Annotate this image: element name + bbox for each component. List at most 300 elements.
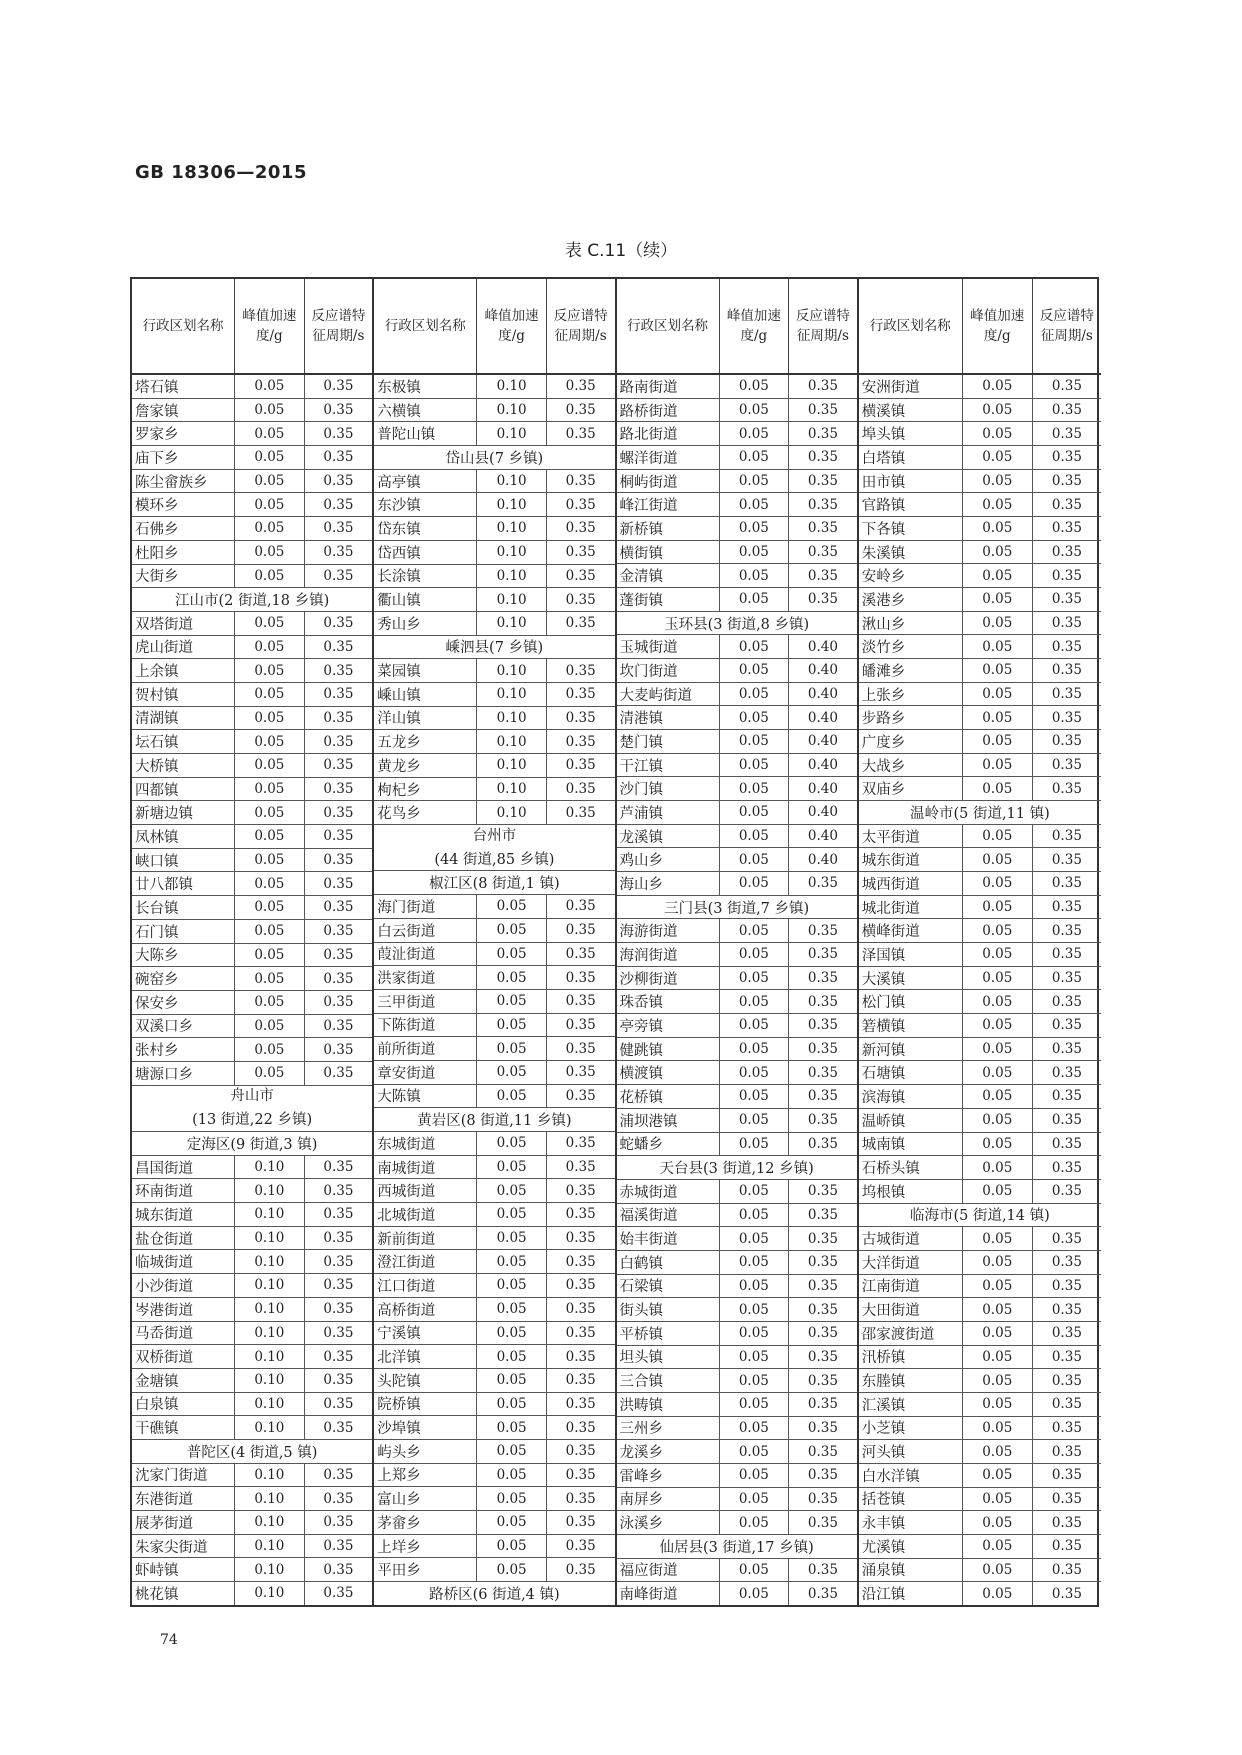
cell-name: 白水洋镇 bbox=[859, 1464, 963, 1487]
cell-peak: 0.05 bbox=[963, 470, 1033, 493]
table-row bbox=[132, 967, 372, 991]
table-row bbox=[132, 1558, 372, 1582]
cell-peak: 0.05 bbox=[963, 635, 1033, 658]
header-characteristic-period: 反应谱特征周期/s bbox=[553, 308, 608, 344]
cell-name: 白泉镇 bbox=[132, 1393, 235, 1416]
region-heading: 路桥区(6 街道,4 镇) bbox=[429, 1586, 560, 1603]
table-row bbox=[617, 683, 857, 707]
cell-peak: 0.10 bbox=[235, 1250, 304, 1273]
cell-name: 括苍镇 bbox=[859, 1488, 963, 1511]
region-heading: 临海市(5 街道,14 镇) bbox=[859, 1204, 1101, 1228]
cell-name: 昌国街道 bbox=[132, 1156, 235, 1179]
table-row bbox=[617, 919, 857, 943]
cell-name: 涌泉镇 bbox=[859, 1559, 963, 1582]
cell-peak: 0.05 bbox=[720, 1393, 789, 1416]
cell-period: 0.35 bbox=[323, 1159, 354, 1176]
cell-name: 上垟乡 bbox=[374, 1535, 477, 1558]
cell-period: 0.35 bbox=[1051, 1254, 1082, 1271]
cell-period: 0.35 bbox=[1051, 733, 1082, 750]
table-row bbox=[617, 588, 857, 612]
cell-name: 坎门街道 bbox=[617, 659, 720, 682]
cell-peak: 0.05 bbox=[720, 967, 789, 990]
cell-period: 0.35 bbox=[323, 946, 354, 963]
cell-period: 0.35 bbox=[1051, 1017, 1082, 1034]
table-row bbox=[132, 1393, 372, 1417]
cell-period: 0.35 bbox=[1051, 1064, 1082, 1081]
cell-peak: 0.05 bbox=[720, 1109, 789, 1132]
cell-period: 0.35 bbox=[323, 544, 354, 561]
cell-peak: 0.10 bbox=[235, 1558, 304, 1581]
cell-period: 0.35 bbox=[807, 591, 838, 608]
table-row bbox=[617, 777, 857, 801]
cell-period: 0.35 bbox=[565, 1253, 596, 1270]
cell-name: 塔石镇 bbox=[132, 375, 235, 398]
cell-name: 三合镇 bbox=[617, 1369, 720, 1392]
cell-period: 0.35 bbox=[807, 473, 838, 490]
cell-period: 0.40 bbox=[807, 638, 838, 655]
cell-peak: 0.05 bbox=[235, 944, 304, 967]
table-row bbox=[374, 588, 614, 612]
table-row bbox=[374, 541, 614, 565]
cell-period: 0.35 bbox=[565, 945, 596, 962]
table-row bbox=[374, 990, 614, 1014]
cell-name: 箬横镇 bbox=[859, 1014, 963, 1037]
cell-name: 路南街道 bbox=[617, 375, 720, 398]
cell-peak: 0.05 bbox=[235, 517, 304, 540]
table-row bbox=[132, 1322, 372, 1346]
cell-name: 珠岙镇 bbox=[617, 990, 720, 1013]
cell-peak: 0.10 bbox=[477, 588, 546, 611]
table-row bbox=[859, 1417, 1101, 1441]
cell-name: 贺村镇 bbox=[132, 683, 235, 706]
cell-name: 街头镇 bbox=[617, 1298, 720, 1321]
region-heading: 三门县(3 街道,7 乡镇) bbox=[617, 896, 857, 920]
cell-period: 0.35 bbox=[1051, 1419, 1082, 1436]
cell-period: 0.35 bbox=[565, 544, 596, 561]
cell-name: 花鸟乡 bbox=[374, 801, 477, 824]
cell-period: 0.35 bbox=[1051, 1467, 1082, 1484]
cell-peak: 0.05 bbox=[720, 1227, 789, 1250]
cell-peak: 0.05 bbox=[963, 1109, 1033, 1132]
city-heading-line: 舟山市 bbox=[230, 1088, 274, 1105]
cell-name: 清港镇 bbox=[617, 706, 720, 729]
cell-peak: 0.10 bbox=[235, 1179, 304, 1202]
table-row bbox=[859, 1061, 1101, 1085]
cell-peak: 0.05 bbox=[235, 422, 304, 445]
table-row bbox=[617, 1488, 857, 1512]
cell-period: 0.35 bbox=[565, 1230, 596, 1247]
table-row bbox=[859, 896, 1101, 920]
cell-period: 0.40 bbox=[807, 686, 838, 703]
cell-name: 凤林镇 bbox=[132, 825, 235, 848]
cell-peak: 0.05 bbox=[963, 1322, 1033, 1345]
cell-peak: 0.10 bbox=[235, 1511, 304, 1534]
cell-peak: 0.05 bbox=[477, 1203, 546, 1226]
table-row bbox=[617, 730, 857, 754]
table-row bbox=[859, 1156, 1101, 1180]
cell-peak: 0.05 bbox=[963, 1346, 1033, 1369]
cell-peak: 0.05 bbox=[720, 801, 789, 824]
cell-peak: 0.10 bbox=[235, 1416, 304, 1439]
cell-peak: 0.05 bbox=[720, 1322, 789, 1345]
table-row bbox=[374, 1440, 614, 1464]
table-row bbox=[859, 1180, 1101, 1204]
cell-peak: 0.05 bbox=[963, 1180, 1033, 1203]
cell-name: 头陀镇 bbox=[374, 1369, 477, 1392]
cell-name: 高桥街道 bbox=[374, 1298, 477, 1321]
table-row bbox=[374, 1156, 614, 1180]
cell-peak: 0.05 bbox=[477, 1322, 546, 1345]
table-row bbox=[859, 825, 1101, 849]
cell-name: 塘源口乡 bbox=[132, 1062, 235, 1085]
table-row bbox=[132, 1227, 372, 1251]
cell-peak: 0.05 bbox=[235, 399, 304, 422]
cell-name: 温峤镇 bbox=[859, 1109, 963, 1132]
table-row bbox=[132, 1015, 372, 1039]
column-group-2 bbox=[374, 279, 616, 1605]
table-row bbox=[859, 1227, 1101, 1251]
cell-name: 东城街道 bbox=[374, 1132, 477, 1155]
cell-period: 0.35 bbox=[565, 898, 596, 915]
cell-peak: 0.05 bbox=[720, 1133, 789, 1156]
city-heading-line: 台州市 bbox=[472, 827, 517, 844]
cell-name: 东沙镇 bbox=[374, 493, 477, 516]
table-row bbox=[859, 470, 1101, 494]
table-row bbox=[374, 1369, 614, 1393]
cell-name: 城东街道 bbox=[132, 1203, 235, 1226]
cell-period: 0.35 bbox=[565, 1206, 596, 1223]
cell-peak: 0.05 bbox=[720, 943, 789, 966]
cell-peak: 0.05 bbox=[963, 967, 1033, 990]
cell-peak: 0.05 bbox=[720, 990, 789, 1013]
cell-peak: 0.10 bbox=[235, 1464, 304, 1487]
cell-period: 0.35 bbox=[323, 1277, 354, 1294]
cell-peak: 0.10 bbox=[235, 1227, 304, 1250]
region-heading: 椒江区(8 街道,1 镇) bbox=[374, 871, 614, 895]
cell-name: 大桥镇 bbox=[132, 754, 235, 777]
cell-name: 屿头乡 bbox=[374, 1440, 477, 1463]
table-row bbox=[617, 1251, 857, 1275]
cell-name: 福溪街道 bbox=[617, 1204, 720, 1227]
table-row bbox=[374, 1227, 614, 1251]
table-row bbox=[859, 375, 1101, 399]
table-row bbox=[132, 1062, 372, 1086]
cell-peak: 0.05 bbox=[477, 1393, 546, 1416]
table-row bbox=[374, 1085, 614, 1109]
cell-name: 三甲街道 bbox=[374, 990, 477, 1013]
cell-period: 0.35 bbox=[1051, 496, 1082, 513]
cell-period: 0.35 bbox=[807, 1585, 838, 1602]
table-row bbox=[617, 1038, 857, 1062]
cell-name: 始丰街道 bbox=[617, 1227, 720, 1250]
table-row bbox=[132, 1038, 372, 1062]
cell-name: 峡口镇 bbox=[132, 849, 235, 872]
cell-name: 金清镇 bbox=[617, 564, 720, 587]
cell-name: 横峰街道 bbox=[859, 919, 963, 942]
cell-period: 0.35 bbox=[323, 1206, 354, 1223]
table-row bbox=[132, 683, 372, 707]
cell-period: 0.35 bbox=[807, 1372, 838, 1389]
cell-peak: 0.10 bbox=[235, 1369, 304, 1392]
table-row bbox=[859, 541, 1101, 565]
table-row bbox=[132, 849, 372, 873]
cell-name: 石门镇 bbox=[132, 920, 235, 943]
cell-name: 章安街道 bbox=[374, 1061, 477, 1084]
cell-peak: 0.05 bbox=[720, 659, 789, 682]
cell-name: 淡竹乡 bbox=[859, 635, 963, 658]
cell-peak: 0.05 bbox=[235, 375, 304, 398]
cell-peak: 0.05 bbox=[720, 1464, 789, 1487]
cell-period: 0.35 bbox=[807, 1183, 838, 1200]
cell-name: 河头镇 bbox=[859, 1440, 963, 1463]
table-row bbox=[374, 1203, 614, 1227]
cell-period: 0.35 bbox=[323, 923, 354, 940]
cell-period: 0.35 bbox=[565, 922, 596, 939]
table-row bbox=[132, 1511, 372, 1535]
cell-peak: 0.05 bbox=[720, 564, 789, 587]
cell-name: 平田乡 bbox=[374, 1558, 477, 1581]
cell-period: 0.35 bbox=[565, 1016, 596, 1033]
cell-peak: 0.05 bbox=[720, 1085, 789, 1108]
cell-name: 松门镇 bbox=[859, 990, 963, 1013]
cell-period: 0.35 bbox=[565, 402, 596, 419]
cell-peak: 0.05 bbox=[720, 754, 789, 777]
cell-period: 0.35 bbox=[323, 1348, 354, 1365]
header-peak-acceleration: 峰值加速度/g bbox=[477, 279, 546, 373]
cell-name: 上余镇 bbox=[132, 659, 235, 682]
city-heading-line: (44 街道,85 乡镇) bbox=[434, 851, 555, 868]
cell-peak: 0.05 bbox=[720, 1417, 789, 1440]
cell-peak: 0.05 bbox=[477, 1345, 546, 1368]
cell-peak: 0.05 bbox=[720, 1369, 789, 1392]
cell-peak: 0.05 bbox=[477, 1061, 546, 1084]
cell-peak: 0.05 bbox=[477, 1250, 546, 1273]
cell-period: 0.35 bbox=[565, 1443, 596, 1460]
cell-period: 0.35 bbox=[1051, 1301, 1082, 1318]
cell-name: 北洋镇 bbox=[374, 1345, 477, 1368]
cell-period: 0.35 bbox=[1051, 662, 1082, 679]
table-row bbox=[132, 517, 372, 541]
cell-name: 双庙乡 bbox=[859, 777, 963, 800]
cell-period: 0.35 bbox=[807, 1135, 838, 1152]
cell-peak: 0.05 bbox=[235, 636, 304, 659]
table-title: 表 C.11（续） bbox=[564, 241, 678, 261]
table-row bbox=[859, 1582, 1101, 1605]
cell-name: 新桥镇 bbox=[617, 517, 720, 540]
cell-name: 峰江街道 bbox=[617, 493, 720, 516]
table-row bbox=[374, 1061, 614, 1085]
table-row bbox=[132, 1535, 372, 1559]
cell-period: 0.35 bbox=[1051, 1514, 1082, 1531]
table-row bbox=[132, 1464, 372, 1488]
cell-name: 新塘边镇 bbox=[132, 801, 235, 824]
cell-peak: 0.05 bbox=[963, 1440, 1033, 1463]
cell-period: 0.35 bbox=[1051, 1396, 1082, 1413]
table-row bbox=[132, 707, 372, 731]
cell-peak: 0.05 bbox=[720, 517, 789, 540]
table-row bbox=[374, 1179, 614, 1203]
cell-period: 0.35 bbox=[1051, 1041, 1082, 1058]
cell-period: 0.40 bbox=[807, 757, 838, 774]
cell-period: 0.35 bbox=[1051, 402, 1082, 418]
header-characteristic-period: 反应谱特征周期/s bbox=[1039, 308, 1094, 344]
cell-name: 陈尘畲族乡 bbox=[132, 470, 235, 493]
cell-period: 0.35 bbox=[565, 1395, 596, 1412]
table-row bbox=[132, 778, 372, 802]
cell-peak: 0.05 bbox=[235, 1015, 304, 1038]
table-row bbox=[859, 1393, 1101, 1417]
region-heading: 普陀区(4 街道,5 镇) bbox=[132, 1440, 372, 1464]
cell-period: 0.35 bbox=[323, 567, 354, 584]
cell-peak: 0.05 bbox=[720, 635, 789, 658]
cell-period: 0.35 bbox=[323, 757, 354, 774]
cell-period: 0.35 bbox=[565, 567, 596, 584]
table-row bbox=[617, 659, 857, 683]
table-row bbox=[859, 588, 1101, 612]
table-row bbox=[617, 1417, 857, 1441]
cell-name: 盐仓街道 bbox=[132, 1227, 235, 1250]
cell-peak: 0.05 bbox=[963, 1156, 1033, 1179]
table-row bbox=[859, 399, 1101, 423]
cell-name: 长台镇 bbox=[132, 896, 235, 919]
cell-period: 0.35 bbox=[1051, 709, 1082, 726]
cell-period: 0.35 bbox=[807, 1064, 838, 1081]
table-row bbox=[132, 920, 372, 944]
cell-period: 0.35 bbox=[1051, 567, 1082, 584]
cell-name: 玉城街道 bbox=[617, 635, 720, 658]
cell-peak: 0.05 bbox=[720, 399, 789, 422]
table-row bbox=[859, 1014, 1101, 1038]
cell-peak: 0.05 bbox=[720, 1346, 789, 1369]
cell-period: 0.35 bbox=[565, 1419, 596, 1436]
cell-name: 张村乡 bbox=[132, 1038, 235, 1061]
cell-period: 0.35 bbox=[807, 1112, 838, 1129]
cell-period: 0.35 bbox=[323, 875, 354, 892]
table-row bbox=[374, 801, 614, 825]
table-row bbox=[374, 1535, 614, 1559]
table-row bbox=[132, 754, 372, 778]
cell-name: 海山乡 bbox=[617, 872, 720, 895]
cell-name: 城北街道 bbox=[859, 896, 963, 919]
cell-name: 江口街道 bbox=[374, 1274, 477, 1297]
cell-peak: 0.05 bbox=[720, 1488, 789, 1511]
cell-peak: 0.05 bbox=[720, 422, 789, 445]
cell-name: 海游街道 bbox=[617, 919, 720, 942]
cell-period: 0.35 bbox=[1051, 1372, 1082, 1389]
cell-name: 临城街道 bbox=[132, 1250, 235, 1273]
table-row bbox=[374, 919, 614, 943]
cell-period: 0.35 bbox=[323, 709, 354, 726]
cell-peak: 0.05 bbox=[720, 872, 789, 895]
cell-peak: 0.10 bbox=[235, 1322, 304, 1345]
cell-name: 路北街道 bbox=[617, 422, 720, 445]
cell-period: 0.35 bbox=[565, 733, 596, 750]
cell-name: 新河镇 bbox=[859, 1038, 963, 1061]
cell-name: 健跳镇 bbox=[617, 1038, 720, 1061]
cell-peak: 0.10 bbox=[235, 1582, 304, 1605]
cell-peak: 0.05 bbox=[963, 825, 1033, 848]
cell-peak: 0.05 bbox=[477, 1132, 546, 1155]
cell-name: 南城街道 bbox=[374, 1156, 477, 1179]
table-row bbox=[617, 399, 857, 423]
cell-name: 干江镇 bbox=[617, 754, 720, 777]
cell-peak: 0.05 bbox=[963, 517, 1033, 540]
cell-name: 蓬街镇 bbox=[617, 588, 720, 611]
cell-peak: 0.05 bbox=[235, 896, 304, 919]
cell-peak: 0.05 bbox=[235, 967, 304, 990]
header-name: 行政区划名称 bbox=[374, 279, 477, 373]
cell-peak: 0.05 bbox=[720, 683, 789, 706]
cell-period: 0.40 bbox=[807, 828, 838, 845]
cell-period: 0.35 bbox=[1051, 449, 1082, 466]
cell-period: 0.35 bbox=[1051, 1325, 1082, 1342]
cell-period: 0.35 bbox=[1051, 1561, 1082, 1578]
header-peak-acceleration: 峰值加速度/g bbox=[235, 279, 304, 373]
table-row bbox=[374, 1250, 614, 1274]
cell-peak: 0.05 bbox=[235, 446, 304, 469]
cell-peak: 0.05 bbox=[477, 1037, 546, 1060]
cell-peak: 0.05 bbox=[963, 1393, 1033, 1416]
cell-peak: 0.05 bbox=[963, 1535, 1033, 1558]
table-row bbox=[859, 1511, 1101, 1535]
cell-period: 0.35 bbox=[323, 1419, 354, 1436]
cell-peak: 0.05 bbox=[963, 1014, 1033, 1037]
table-row bbox=[859, 1369, 1101, 1393]
cell-name: 古城街道 bbox=[859, 1227, 963, 1250]
cell-name: 龙溪镇 bbox=[617, 825, 720, 848]
header-characteristic-period: 反应谱特征周期/s bbox=[311, 308, 366, 344]
header-row bbox=[374, 279, 614, 375]
cell-peak: 0.05 bbox=[720, 1038, 789, 1061]
table-row bbox=[617, 1014, 857, 1038]
cell-peak: 0.05 bbox=[963, 659, 1033, 682]
cell-peak: 0.10 bbox=[477, 683, 546, 706]
cell-peak: 0.05 bbox=[720, 1559, 789, 1582]
cell-name: 双桥街道 bbox=[132, 1345, 235, 1368]
cell-name: 衢山镇 bbox=[374, 588, 477, 611]
cell-peak: 0.05 bbox=[477, 1014, 546, 1037]
table-row bbox=[132, 1250, 372, 1274]
cell-name: 朱溪镇 bbox=[859, 541, 963, 564]
cell-name: 六横镇 bbox=[374, 399, 477, 422]
cell-name: 洋山镇 bbox=[374, 707, 477, 730]
cell-name: 石塘镇 bbox=[859, 1061, 963, 1084]
cell-period: 0.35 bbox=[807, 1206, 838, 1223]
cell-period: 0.35 bbox=[565, 1490, 596, 1507]
cell-period: 0.35 bbox=[323, 970, 354, 987]
cell-name: 花桥镇 bbox=[617, 1085, 720, 1108]
table-row bbox=[374, 399, 614, 423]
cell-period: 0.35 bbox=[323, 1324, 354, 1341]
cell-peak: 0.05 bbox=[235, 825, 304, 848]
cell-peak: 0.05 bbox=[720, 446, 789, 469]
cell-peak: 0.05 bbox=[963, 612, 1033, 635]
table-row bbox=[132, 612, 372, 636]
cell-name: 海润街道 bbox=[617, 943, 720, 966]
cell-peak: 0.10 bbox=[235, 1345, 304, 1368]
table-row bbox=[859, 1535, 1101, 1559]
cell-period: 0.35 bbox=[323, 1182, 354, 1199]
cell-name: 大战乡 bbox=[859, 754, 963, 777]
cell-name: 白鹤镇 bbox=[617, 1251, 720, 1274]
cell-peak: 0.05 bbox=[963, 1085, 1033, 1108]
cell-peak: 0.10 bbox=[235, 1298, 304, 1321]
cell-peak: 0.05 bbox=[235, 470, 304, 493]
cell-period: 0.35 bbox=[323, 402, 354, 419]
cell-name: 下各镇 bbox=[859, 517, 963, 540]
table-row bbox=[617, 470, 857, 494]
cell-period: 0.35 bbox=[565, 591, 596, 608]
